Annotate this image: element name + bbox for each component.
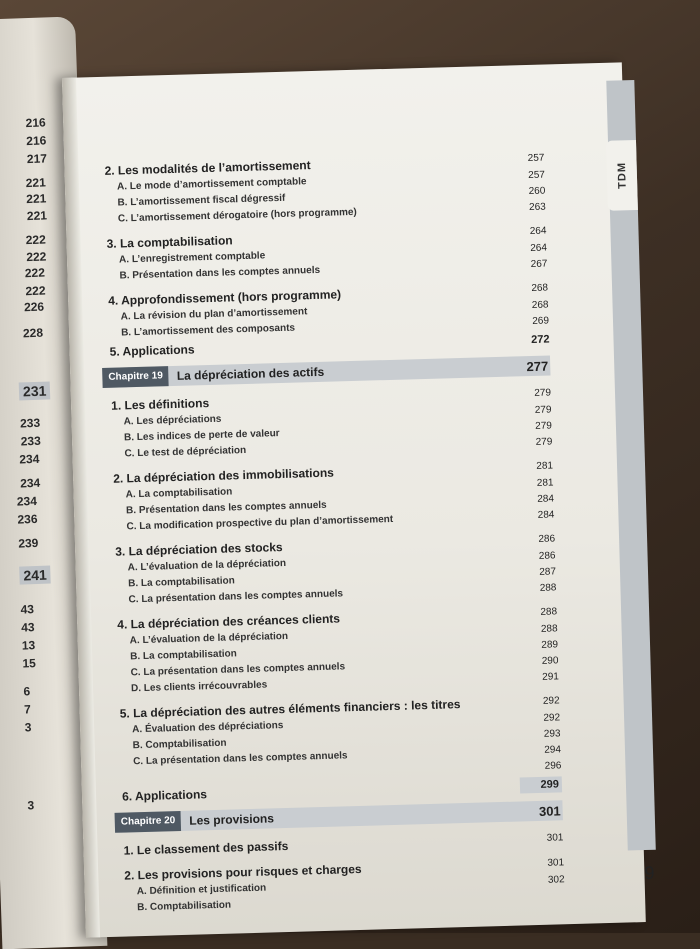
right-page	[62, 62, 646, 937]
left-page-number: 217	[27, 151, 48, 166]
left-page-number: 239	[18, 536, 39, 551]
chapter-label: Chapitre 20	[115, 811, 182, 833]
left-page-number: 222	[25, 266, 46, 281]
entry-page: 284	[518, 507, 554, 524]
entry-page: 279	[516, 418, 552, 435]
entry-title: 3. La dépréciation des stocks	[115, 539, 283, 560]
left-page-number: 228	[23, 326, 44, 341]
left-page-number: 222	[25, 284, 46, 299]
entry-title: C. L’amortissement dérogatoire (hors programme)	[106, 205, 357, 228]
left-page-number: 15	[22, 656, 36, 670]
left-page-number: 13	[22, 638, 36, 652]
entry-page: 286	[519, 531, 555, 548]
entry-title: A. Définition et justification	[125, 881, 267, 901]
left-page-number: 3	[24, 720, 31, 734]
entry-title: B. La comptabilisation	[116, 573, 235, 592]
entry-title: B. Comptabilisation	[120, 736, 226, 755]
left-page-number: 221	[25, 175, 46, 190]
entry-title: 2. La dépréciation des immobilisations	[113, 464, 334, 486]
chapter-title: La dépréciation des actifs	[177, 360, 509, 383]
entry-page: 260	[509, 184, 545, 201]
entry-page: 269	[513, 314, 549, 331]
entry-page: 257	[509, 168, 545, 185]
entry-title: 4. La dépréciation des créances clients	[117, 610, 340, 632]
entry-page: 292	[523, 693, 559, 710]
left-page-number: 222	[25, 232, 46, 247]
page-number: 9	[644, 863, 655, 884]
entry-title: A. L’évaluation de la dépréciation	[115, 556, 286, 577]
entry-page: 296	[525, 758, 561, 775]
entry-title: B. L’amortissement des composants	[109, 321, 295, 342]
entry-title: B. Comptabilisation	[125, 898, 231, 917]
left-page-number: 236	[17, 512, 38, 527]
entry-page: 293	[524, 726, 560, 743]
left-page-number: 3	[27, 798, 34, 812]
entry-title: A. L’évaluation de la dépréciation	[118, 629, 289, 650]
entry-page: 288	[521, 604, 557, 621]
left-page-number: 233	[20, 416, 41, 431]
entry-title: 6. Applications	[122, 786, 207, 804]
entry-page: 302	[528, 872, 564, 889]
left-page-number: 234	[20, 476, 41, 491]
entry-page: 284	[518, 491, 554, 508]
tdm-tab-label: TDM	[616, 162, 629, 189]
left-page-number: 241	[19, 566, 51, 585]
entry-page: 281	[517, 458, 553, 475]
entry-title: B. Présentation dans les comptes annuels	[114, 498, 327, 520]
entry-title: 1. Les définitions	[111, 395, 209, 414]
left-page-number: 7	[24, 702, 31, 716]
entry-title: C. Le test de dépréciation	[112, 443, 246, 463]
entry-page: 279	[515, 402, 551, 419]
left-page-number: 216	[25, 115, 46, 130]
entry-page: 301	[527, 830, 563, 847]
left-page-number: 231	[19, 381, 51, 400]
entry-page: 292	[524, 710, 560, 727]
entry-title: 3. La comptabilisation	[106, 232, 232, 252]
entry-page: 291	[523, 669, 559, 686]
entry-title: C. La présentation dans les comptes annuels	[116, 586, 343, 608]
left-page-number: 226	[24, 300, 45, 315]
entry-page: 279	[515, 385, 551, 402]
entry-title: 4. Approfondissement (hors programme)	[108, 286, 341, 308]
entry-page: 286	[519, 548, 555, 565]
entry-page: 267	[511, 257, 547, 274]
entry-title: A. L’enregistrement comptable	[107, 248, 266, 268]
entry-page: 257	[508, 150, 544, 167]
left-page-number: 234	[17, 494, 38, 509]
chapter-header[interactable]	[102, 355, 550, 388]
entry-title: C. La modification prospective du plan d’amortissement	[114, 512, 393, 536]
left-page-number: 234	[19, 452, 40, 467]
entry-page	[529, 896, 565, 897]
entry-title: 5. La dépréciation des autres éléments financiers : les titres	[120, 696, 461, 722]
chapter-header[interactable]	[115, 800, 563, 833]
entry-title: C. La présentation dans les comptes annuels	[121, 748, 348, 770]
tdm-tab[interactable]	[606, 140, 638, 211]
entry-page: 299	[520, 776, 562, 793]
left-page-number: 216	[26, 133, 47, 148]
entry-page: 290	[522, 653, 558, 670]
entry-title: A. Évaluation des dépréciations	[120, 718, 284, 739]
entry-page: 263	[510, 200, 546, 217]
chapter-label: Chapitre 19	[102, 366, 169, 388]
entry-title: B. L’amortissement fiscal dégressif	[105, 191, 285, 212]
entry-page: 288	[521, 621, 557, 638]
entry-title: A. La révision du plan d’amortissement	[108, 304, 307, 326]
entry-title: B. Les indices de perte de valeur	[112, 426, 280, 447]
entry-title: C. La présentation dans les comptes annuels	[118, 659, 345, 681]
entry-title: D. Les clients irrécouvrables	[119, 678, 268, 698]
entry-title: 1. Le classement des passifs	[123, 837, 288, 858]
entry-title: B. Présentation dans les comptes annuels	[107, 263, 320, 285]
entry-title: A. Le mode d’amortissement comptable	[105, 174, 307, 196]
entry-title: A. La comptabilisation	[113, 484, 232, 503]
entry-page: 279	[516, 434, 552, 451]
entry-page: 281	[517, 475, 553, 492]
left-page-number: 222	[26, 249, 47, 264]
entry-title: 2. Les modalités de l’amortissement	[104, 157, 310, 179]
left-page-number: 43	[20, 602, 34, 616]
entry-page: 287	[520, 564, 556, 581]
chapter-page: 301	[520, 803, 562, 819]
entry-page: 264	[510, 223, 546, 240]
left-page-number: 233	[20, 434, 41, 449]
entry-page: 268	[512, 280, 548, 297]
left-page-number: 6	[23, 684, 30, 698]
entry-page: 268	[512, 298, 548, 315]
left-page-number: 221	[27, 208, 48, 223]
entry-title: 5. Applications	[109, 341, 194, 359]
table-of-contents	[104, 149, 565, 917]
left-page-number: 221	[26, 191, 47, 206]
chapter-page: 277	[508, 358, 550, 374]
entry-title: B. La comptabilisation	[118, 646, 237, 665]
entry-page: 301	[528, 855, 564, 872]
entry-page: 264	[511, 241, 547, 258]
entry-title: 2. Les provisions pour risques et charges	[124, 860, 362, 883]
entry-page: 289	[522, 637, 558, 654]
entry-title: A. Les dépréciations	[111, 412, 221, 431]
entry-page: 272	[513, 331, 549, 348]
chapter-title: Les provisions	[189, 804, 521, 827]
entry-page: 294	[525, 742, 561, 759]
entry-page: 288	[520, 580, 556, 597]
left-page-number: 43	[21, 620, 35, 634]
